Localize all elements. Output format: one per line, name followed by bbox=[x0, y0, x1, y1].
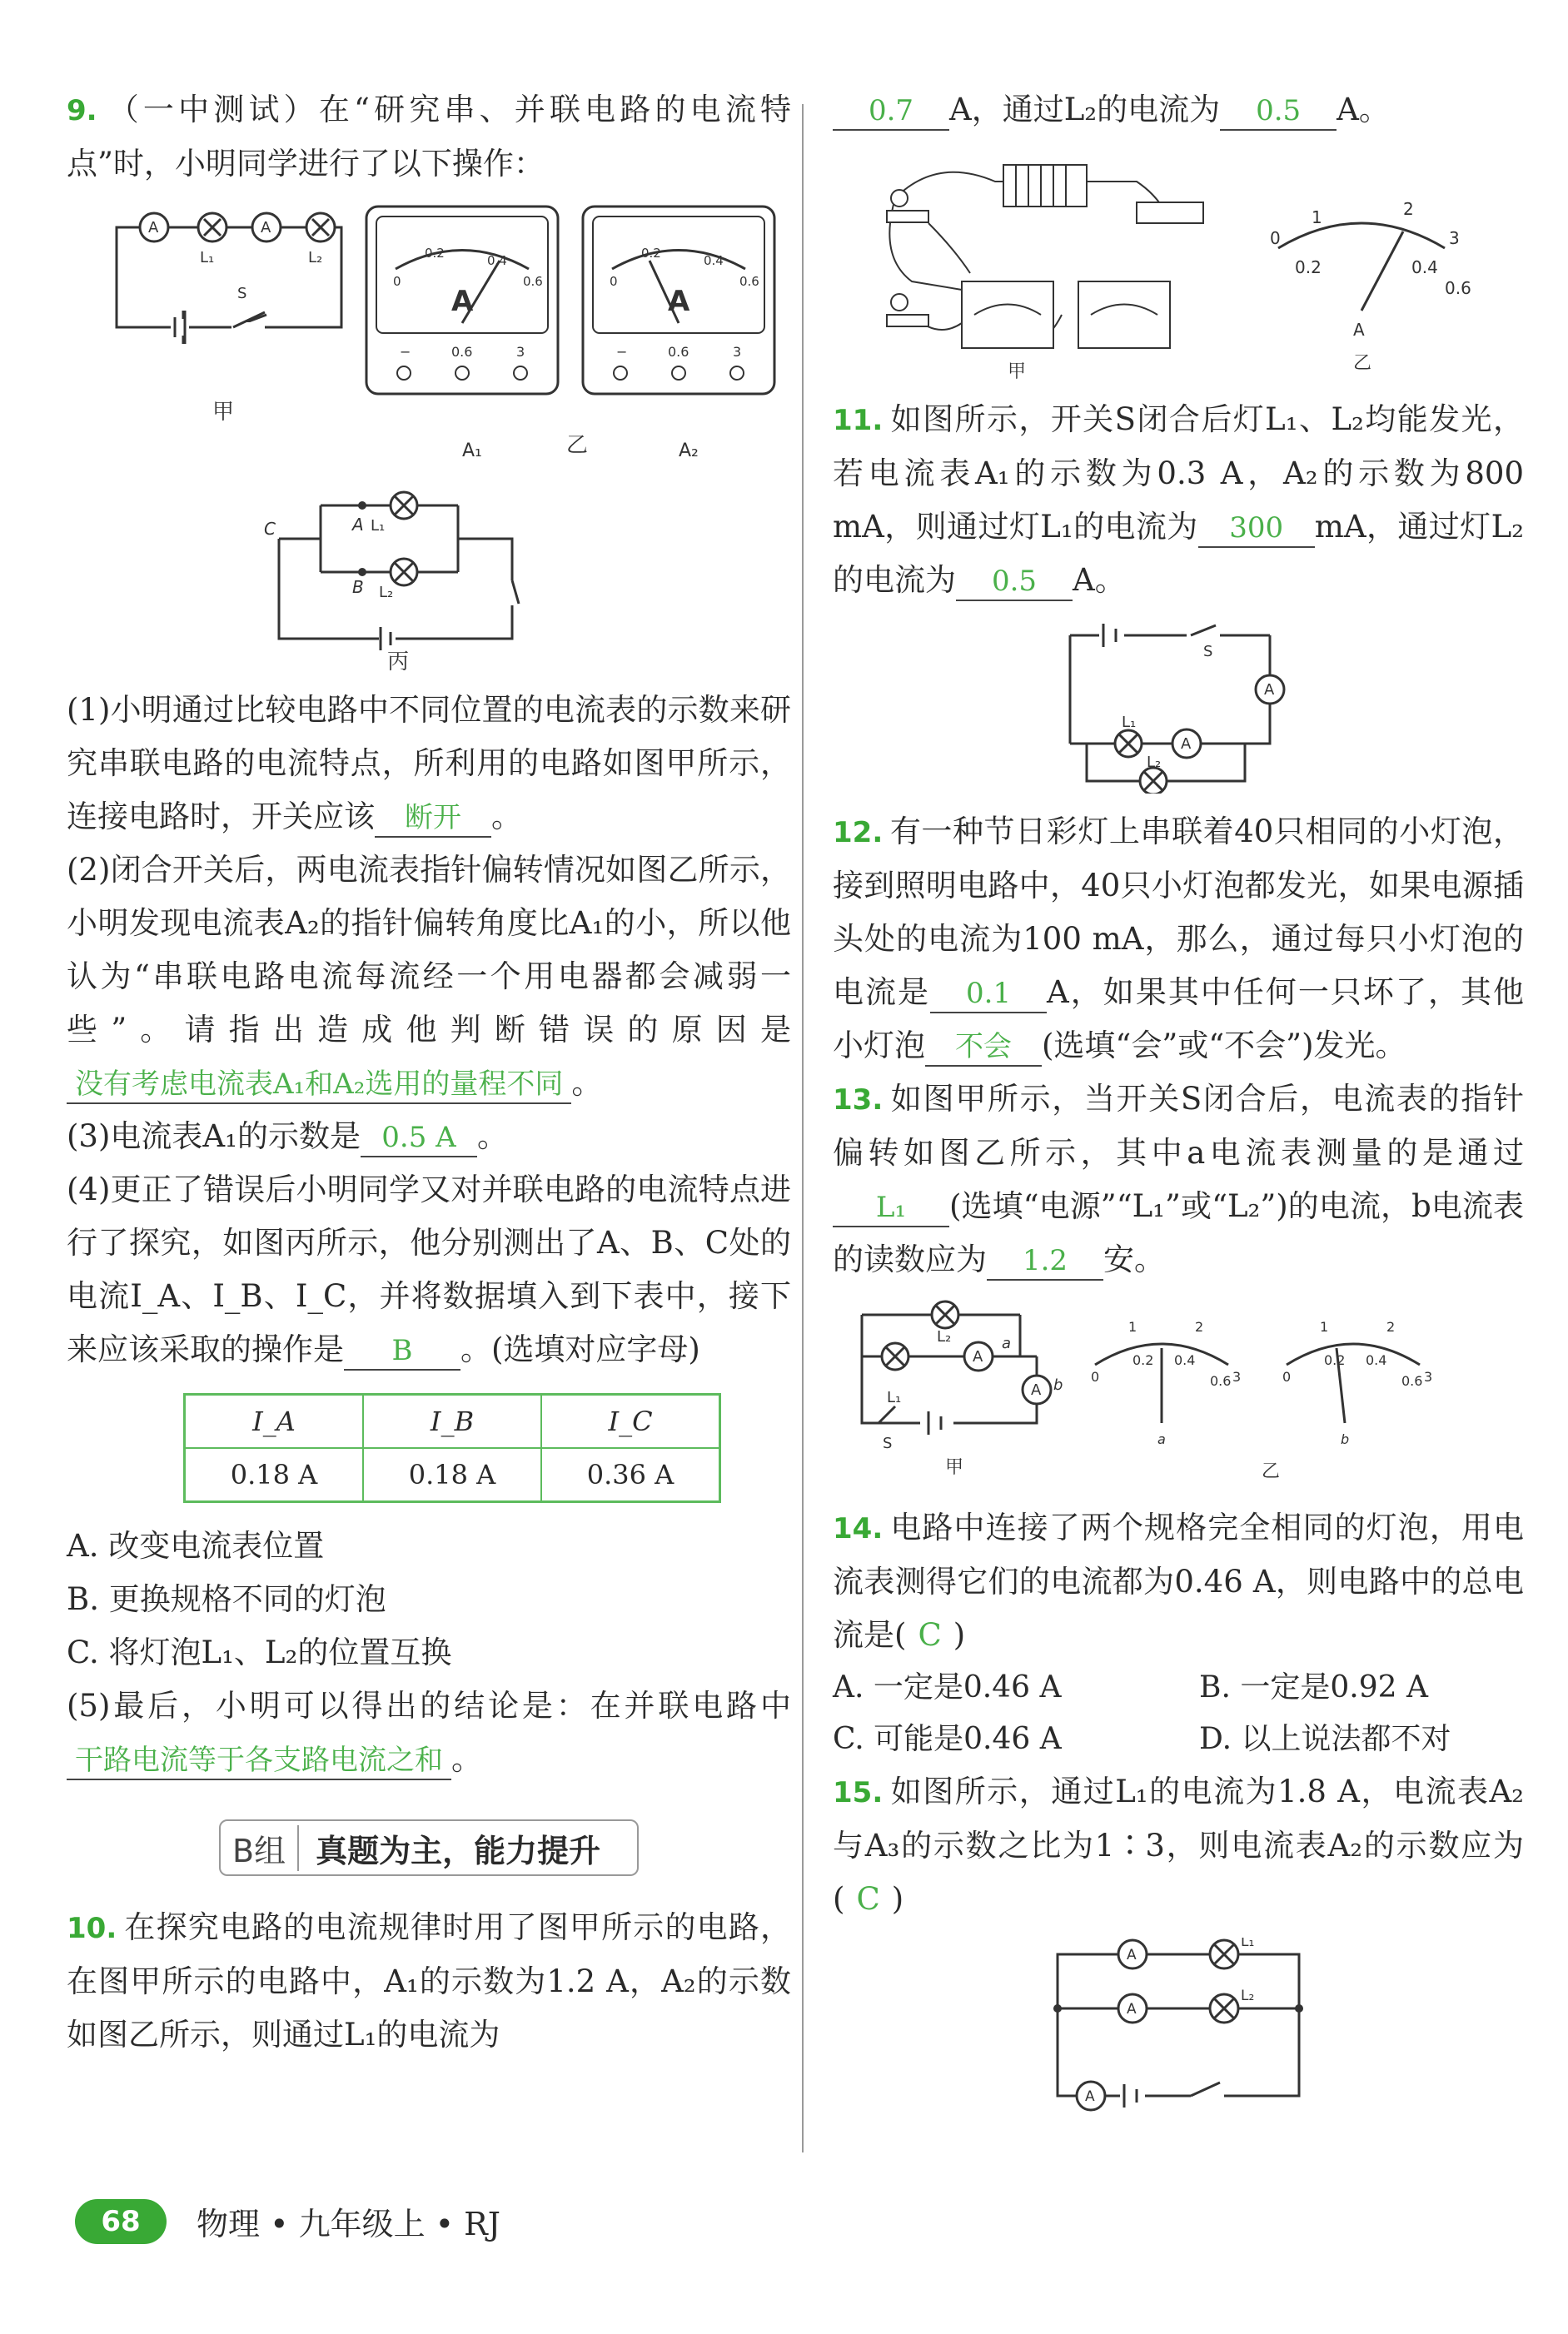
svg-text:S: S bbox=[1203, 643, 1213, 660]
q14-options-row2: C. 可能是0.46 A D. 以上说法都不对 bbox=[833, 1722, 1451, 1756]
svg-text:L₂: L₂ bbox=[379, 584, 394, 601]
q9-circuit-diagram bbox=[67, 202, 791, 477]
svg-text:A: A bbox=[352, 515, 364, 535]
svg-text:B: B bbox=[352, 577, 364, 597]
current-table: I_A I_B I_C 0.18 A 0.18 A 0.36 A bbox=[183, 1393, 721, 1503]
svg-text:b: b bbox=[1053, 1376, 1063, 1394]
svg-text:A₂: A₂ bbox=[679, 440, 699, 461]
column-divider bbox=[802, 104, 804, 2152]
page-footer bbox=[75, 2198, 500, 2244]
svg-text:L₁: L₁ bbox=[371, 517, 386, 535]
choice-answer: C bbox=[856, 1881, 880, 1917]
svg-text:A: A bbox=[1127, 1947, 1137, 1963]
q11-circuit bbox=[1053, 619, 1303, 794]
answer-blank: 0.5 bbox=[956, 563, 1073, 601]
svg-text:A: A bbox=[1127, 2001, 1137, 2018]
svg-text:0: 0 bbox=[1091, 1369, 1100, 1385]
q10-figure bbox=[862, 148, 1495, 381]
svg-text:L₁: L₁ bbox=[200, 249, 215, 266]
svg-text:A₁: A₁ bbox=[462, 440, 482, 461]
q11-stem: 11. 如图所示，开关S闭合后灯L₁、L₂均能发光，若电流表A₁的示数为0.3 A，A₂的示数为800 mA，则通过灯L₁的电流为 300 mA，通过灯L₂的电流为 0.5 A。 bbox=[833, 393, 1524, 607]
q9-option-b: B. 更换规格不同的灯泡 bbox=[67, 1581, 386, 1617]
svg-text:0.2: 0.2 bbox=[1295, 257, 1322, 277]
svg-text:3: 3 bbox=[1449, 228, 1460, 248]
svg-text:A: A bbox=[668, 285, 690, 318]
q14-stem: 14. 电路中连接了两个规格完全相同的灯泡，用电流表测得它们的电流都为0.46 A，则电路中的总电流是( C ) bbox=[833, 1510, 1524, 1653]
section-heading: B组 真题为主，能力提升 bbox=[219, 1819, 639, 1876]
svg-text:L₁: L₁ bbox=[887, 1389, 902, 1406]
q9-figure-bing bbox=[254, 489, 604, 672]
svg-text:L₂: L₂ bbox=[308, 249, 323, 266]
svg-text:3: 3 bbox=[733, 344, 742, 360]
q9-part1: (1)小明通过比较电路中不同位置的电流表的示数来研究串联电路的电流特点，所利用的电路如图甲所示，连接电路时，开关应该 断开 。 bbox=[67, 684, 791, 844]
svg-text:0.6: 0.6 bbox=[451, 344, 473, 360]
svg-text:0: 0 bbox=[610, 274, 618, 289]
q9-part2: (2)闭合开关后，两电流表指针偏转情况如图乙所示，小明发现电流表A₂的指针偏转角度比A₁的小，所以他认为“串联电路电流每流经一个用电器都会减弱一些”。请指出造成他判断错误的原因是没有考虑电流表A₁和A₂选用的量程不同 。 bbox=[67, 844, 791, 1110]
svg-text:2: 2 bbox=[1195, 1319, 1204, 1335]
q9-option-a: A. 改变电流表位置 bbox=[67, 1528, 325, 1564]
svg-text:甲: 甲 bbox=[1008, 361, 1027, 381]
svg-text:0: 0 bbox=[1282, 1369, 1292, 1385]
svg-text:L₂: L₂ bbox=[937, 1328, 952, 1346]
svg-text:A: A bbox=[451, 285, 474, 318]
answer-blank: 0.5 bbox=[1220, 92, 1337, 131]
q10-stem: 10. 在探究电路的电流规律时用了图甲所示的电路，在图甲所示的电路中，A₁的示数为1.2 A，A₂的示数如图乙所示，则通过L₁的电流为 bbox=[67, 1909, 791, 2053]
svg-text:1: 1 bbox=[1312, 207, 1322, 227]
q12-stem: 12. 有一种节日彩灯上串联着40只相同的小灯泡，接到照明电路中，40只小灯泡都发光，如果电源插头处的电流为100 mA，那么，通过每只小灯泡的电流是 0.1 A，如果其中任何一只坏了，其他小灯泡 不会 (选填“会”或“不会”)发光。 bbox=[833, 805, 1524, 1072]
svg-text:−: − bbox=[400, 344, 411, 360]
answer-blank: L₁ bbox=[833, 1189, 949, 1227]
svg-text:a: a bbox=[1157, 1431, 1166, 1447]
answer-blank: B bbox=[344, 1332, 460, 1371]
svg-text:C: C bbox=[264, 519, 276, 539]
choice-answer: C bbox=[918, 1617, 942, 1653]
answer-blank: 没有考虑电流表A₁和A₂选用的量程不同 bbox=[67, 1066, 571, 1104]
svg-text:A: A bbox=[1085, 2088, 1095, 2105]
svg-text:0.6: 0.6 bbox=[1445, 278, 1471, 298]
q9-option-c: C. 将灯泡L₁、L₂的位置互换 bbox=[67, 1635, 452, 1670]
svg-text:1: 1 bbox=[1320, 1319, 1329, 1335]
answer-blank: 1.2 bbox=[987, 1242, 1103, 1281]
svg-text:L₁: L₁ bbox=[1241, 1938, 1255, 1950]
q9-part5: (5)最后，小明可以得出的结论是：在并联电路中干路电流等于各支路电流之和 。 bbox=[67, 1680, 791, 1786]
svg-text:0.6: 0.6 bbox=[1401, 1373, 1423, 1389]
svg-text:乙: 乙 bbox=[1353, 353, 1372, 374]
footer-text: 物理 • 九年级上 • RJ bbox=[197, 2206, 500, 2242]
q15-stem: 15. 如图所示，通过L₁的电流为1.8 A，电流表A₂与A₃的示数之比为1∶3，则电流表A₂的示数应为( C ) bbox=[833, 1774, 1524, 1917]
q10-continued: 0.7 A，通过L₂的电流为 0.5 A。 bbox=[833, 83, 1524, 137]
answer-blank: 断开 bbox=[375, 799, 491, 838]
svg-text:乙: 乙 bbox=[566, 433, 589, 458]
svg-text:乙: 乙 bbox=[1262, 1461, 1281, 1482]
svg-text:S: S bbox=[883, 1435, 893, 1452]
answer-blank: 0.1 bbox=[930, 975, 1047, 1013]
answer-blank: 300 bbox=[1198, 510, 1315, 548]
label-jia: 甲 bbox=[212, 400, 235, 425]
svg-text:0.2: 0.2 bbox=[1324, 1352, 1346, 1368]
svg-text:A: A bbox=[1181, 735, 1192, 753]
svg-text:甲: 甲 bbox=[945, 1457, 964, 1478]
answer-blank: 0.5 A bbox=[361, 1119, 477, 1157]
svg-text:−: − bbox=[616, 344, 628, 360]
svg-text:0.6: 0.6 bbox=[523, 274, 543, 289]
svg-text:丙: 丙 bbox=[387, 649, 410, 672]
svg-text:L₂: L₂ bbox=[1147, 754, 1162, 771]
q13-figure bbox=[845, 1298, 1511, 1490]
svg-text:0.2: 0.2 bbox=[425, 246, 445, 261]
svg-text:A: A bbox=[973, 1348, 983, 1366]
q13-stem: 13. 如图甲所示，当开关S闭合后，电流表的指针偏转如图乙所示，其中a电流表测量的是通过L₁ (选填“电源”“L₁”或“L₂”)的电流，b电流表的读数应为 1.2 安。 bbox=[833, 1072, 1524, 1286]
svg-text:0.2: 0.2 bbox=[1132, 1352, 1154, 1368]
q9-part3: (3)电流表A₁的示数是 0.5 A 。 bbox=[67, 1110, 791, 1163]
q14-options-row1: A. 一定是0.46 A B. 一定是0.92 A bbox=[833, 1670, 1428, 1704]
svg-text:A: A bbox=[1031, 1381, 1042, 1399]
q9-part4: (4)更正了错误后小明同学又对并联电路的电流特点进行了探究，如图丙所示，他分别测出了A、B、C处的电流I_A、I_B、I_C，并将数据填入到下表中，接下来应该采取的操作是 B 。(选填对应字母) bbox=[67, 1163, 791, 1376]
svg-text:0: 0 bbox=[393, 274, 401, 289]
svg-text:0.6: 0.6 bbox=[668, 344, 689, 360]
answer-blank: 不会 bbox=[925, 1028, 1042, 1067]
svg-text:0.4: 0.4 bbox=[704, 253, 724, 268]
answer-blank: 干路电流等于各支路电流之和 bbox=[67, 1742, 451, 1780]
svg-text:L₁: L₁ bbox=[1122, 714, 1137, 731]
page-number: 68 bbox=[75, 2199, 167, 2244]
q9-figure-jia-yi bbox=[67, 202, 791, 477]
svg-text:A: A bbox=[1353, 320, 1365, 340]
svg-text:0: 0 bbox=[1270, 228, 1281, 248]
svg-text:2: 2 bbox=[1403, 199, 1414, 219]
svg-text:3: 3 bbox=[516, 344, 525, 360]
svg-text:0.2: 0.2 bbox=[641, 246, 661, 261]
svg-text:a: a bbox=[1002, 1335, 1012, 1352]
svg-text:3: 3 bbox=[1232, 1369, 1242, 1385]
left-column bbox=[67, 83, 791, 2062]
svg-text:A: A bbox=[1264, 681, 1275, 699]
svg-text:0.4: 0.4 bbox=[487, 253, 507, 268]
svg-text:A: A bbox=[148, 219, 159, 236]
svg-text:L₂: L₂ bbox=[1241, 1988, 1255, 2004]
svg-text:2: 2 bbox=[1386, 1319, 1396, 1335]
svg-text:A: A bbox=[261, 219, 271, 236]
svg-text:3: 3 bbox=[1424, 1369, 1433, 1385]
svg-text:S: S bbox=[237, 285, 247, 302]
answer-blank: 0.7 bbox=[833, 92, 949, 131]
svg-text:b: b bbox=[1341, 1431, 1350, 1447]
svg-text:0.6: 0.6 bbox=[739, 274, 759, 289]
svg-text:1: 1 bbox=[1128, 1319, 1137, 1335]
q9-stem: 9. （一中测试）在“研究串、并联电路的电流特点”时，小明同学进行了以下操作： bbox=[67, 92, 792, 182]
right-column bbox=[833, 83, 1524, 2124]
svg-text:0.4: 0.4 bbox=[1174, 1352, 1196, 1368]
svg-text:0.6: 0.6 bbox=[1210, 1373, 1232, 1389]
svg-text:0.4: 0.4 bbox=[1411, 257, 1438, 277]
q15-circuit bbox=[1041, 1938, 1316, 2113]
svg-text:0.4: 0.4 bbox=[1366, 1352, 1387, 1368]
